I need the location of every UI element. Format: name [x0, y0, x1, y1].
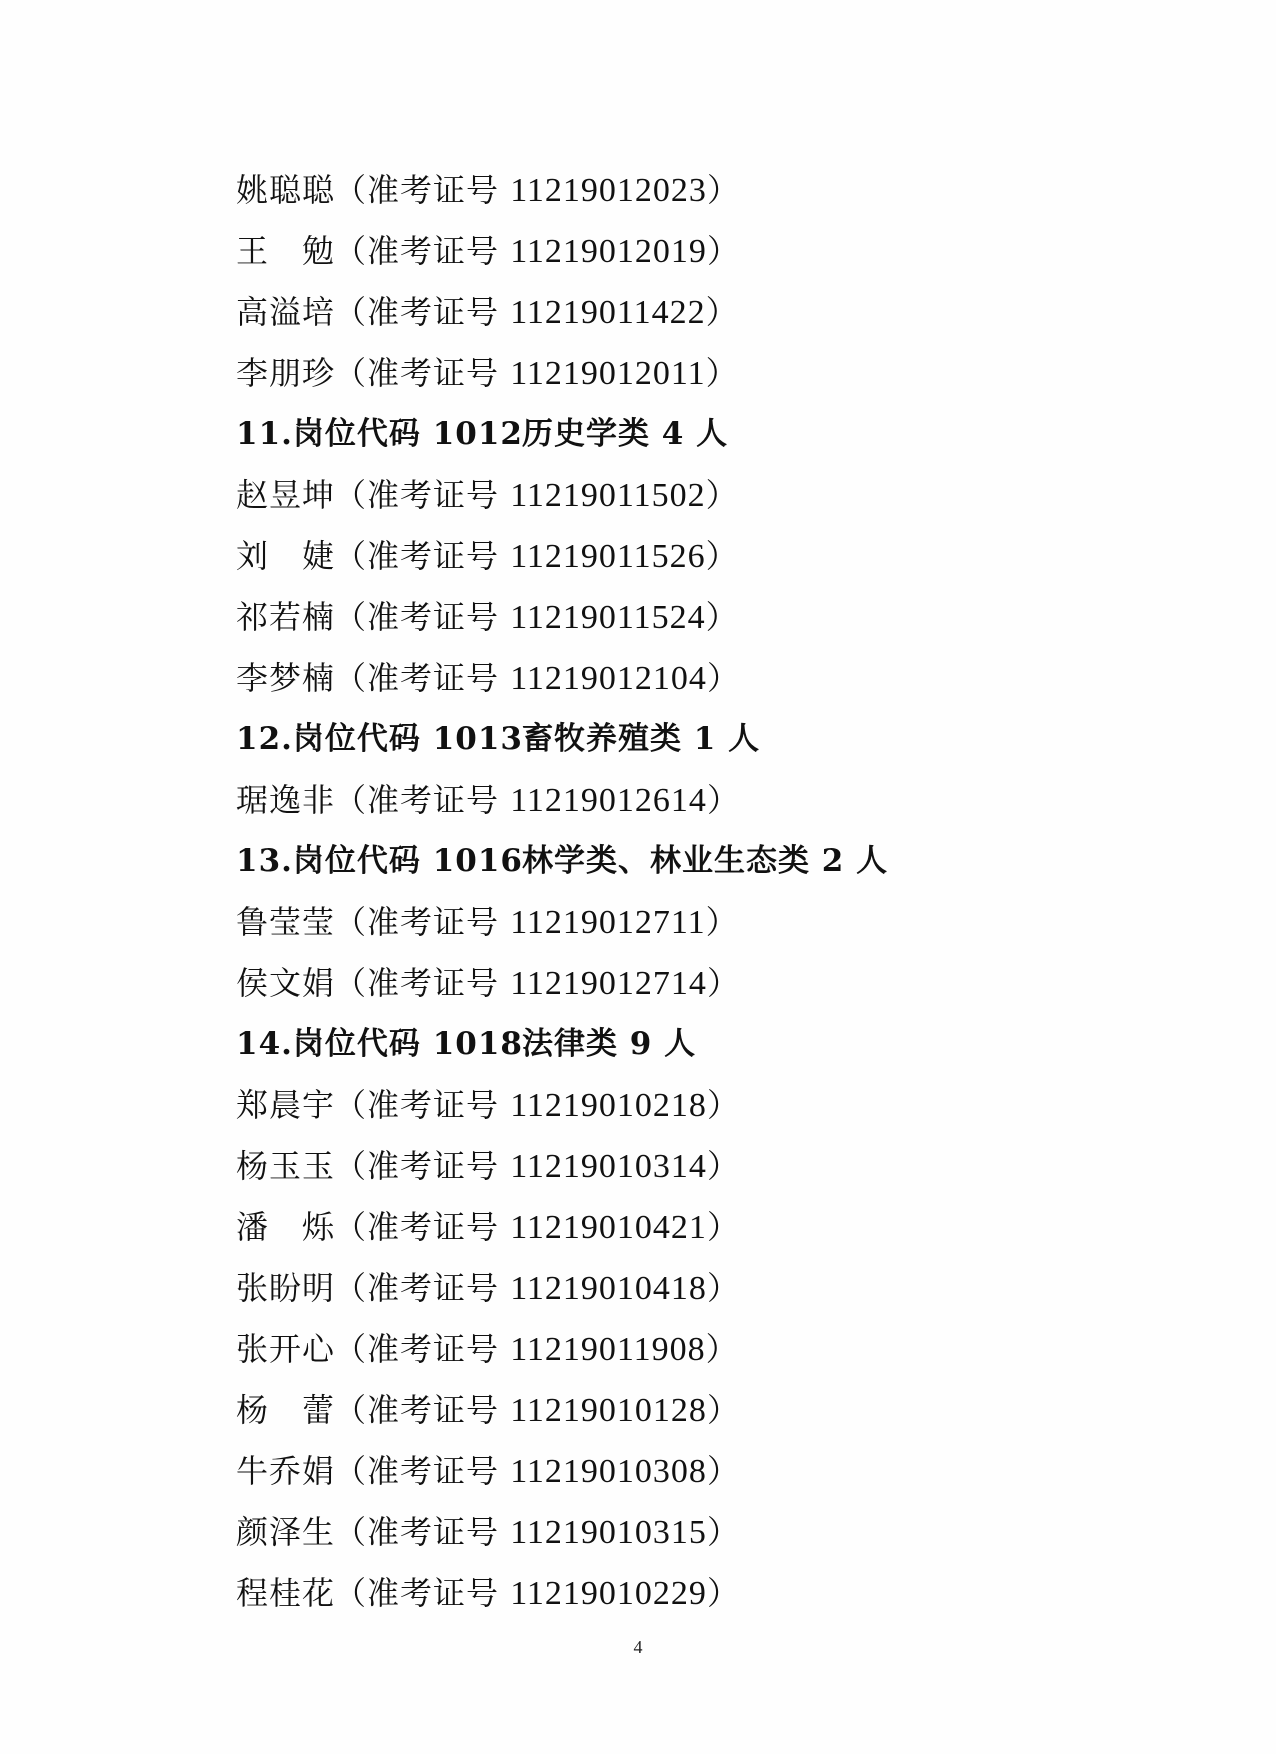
ticket-close: ） [706, 659, 740, 697]
candidate-name: 琚逸非 [236, 781, 336, 819]
ticket-close: ） [706, 1147, 740, 1185]
ticket-label: （准考证号 [334, 659, 500, 697]
ticket-number: 11219010218 [510, 1087, 707, 1124]
ticket-number: 11219012711 [510, 904, 706, 941]
ticket-label: （准考证号 [334, 1086, 500, 1124]
candidate-name: 祁若楠 [236, 598, 336, 636]
position-category: 林学类、林业生态类 2 人 [522, 843, 889, 879]
position-category: 历史学类 4 人 [522, 416, 729, 452]
position-category: 畜牧养殖类 1 人 [522, 721, 761, 757]
ticket-number: 11219012104 [510, 660, 707, 697]
candidate-name: 张盼明 [236, 1269, 336, 1307]
list-item [236, 526, 1196, 587]
ticket-label: （准考证号 [334, 537, 500, 575]
list-item [236, 343, 1196, 404]
list-item [236, 1319, 1196, 1380]
ticket-number: 11219012019 [510, 233, 707, 270]
list-item [236, 1136, 1196, 1197]
ticket-label: （准考证号 [334, 354, 500, 392]
list-item [236, 770, 1196, 831]
ticket-close: ） [706, 1391, 740, 1429]
ticket-number: 11219010128 [510, 1392, 707, 1429]
section-heading [236, 709, 1196, 770]
ticket-label: （准考证号 [334, 781, 500, 819]
candidate-name: 郑晨宇 [236, 1086, 336, 1124]
ticket-close: ） [706, 171, 740, 209]
ticket-close: ） [706, 232, 740, 270]
candidate-name: 杨 蕾 [236, 1391, 336, 1429]
list-item [236, 160, 1196, 221]
position-category: 法律类 9 人 [522, 1026, 697, 1062]
ticket-number: 11219011524 [510, 599, 706, 636]
candidate-name: 侯文娟 [236, 964, 336, 1002]
ticket-number: 11219010229 [510, 1575, 707, 1612]
ticket-number: 11219010421 [510, 1209, 707, 1246]
ticket-close: ） [705, 598, 739, 636]
candidate-name: 程桂花 [236, 1574, 336, 1612]
candidate-name: 潘 烁 [236, 1208, 336, 1246]
ticket-label: （准考证号 [334, 1208, 500, 1246]
ticket-number: 11219011422 [510, 294, 706, 331]
candidate-name: 杨玉玉 [236, 1147, 336, 1185]
candidate-name: 赵昱坤 [236, 476, 336, 514]
list-item [236, 1197, 1196, 1258]
list-item [236, 1380, 1196, 1441]
ticket-close: ） [705, 903, 739, 941]
position-code: 14.岗位代码 1018 [236, 1026, 524, 1062]
candidate-name: 高溢培 [236, 293, 336, 331]
ticket-label: （准考证号 [334, 476, 500, 514]
ticket-label: （准考证号 [334, 293, 500, 331]
candidate-name: 鲁莹莹 [236, 903, 336, 941]
ticket-number: 11219011908 [510, 1331, 706, 1368]
list-item [236, 648, 1196, 709]
ticket-number: 11219010315 [510, 1514, 707, 1551]
ticket-close: ） [706, 1452, 740, 1490]
ticket-close: ） [705, 537, 739, 575]
ticket-label: （准考证号 [334, 598, 500, 636]
list-item [236, 1258, 1196, 1319]
ticket-close: ） [706, 781, 740, 819]
ticket-close: ） [706, 1208, 740, 1246]
ticket-label: （准考证号 [334, 1269, 500, 1307]
ticket-number: 11219010308 [510, 1453, 707, 1490]
list-item [236, 1441, 1196, 1502]
ticket-number: 11219012614 [510, 782, 707, 819]
ticket-number: 11219012714 [510, 965, 707, 1002]
ticket-label: （准考证号 [334, 1391, 500, 1429]
ticket-close: ） [706, 1269, 740, 1307]
ticket-label: （准考证号 [334, 1147, 500, 1185]
candidate-name: 王 勉 [236, 232, 336, 270]
list-item [236, 953, 1196, 1014]
candidate-name: 李朋珍 [236, 354, 336, 392]
ticket-number: 11219011502 [510, 477, 706, 514]
candidate-name: 张开心 [236, 1330, 336, 1368]
candidate-name: 李梦楠 [236, 659, 336, 697]
candidate-name: 牛乔娟 [236, 1452, 336, 1490]
ticket-number: 11219011526 [510, 538, 706, 575]
section-heading [236, 831, 1196, 892]
ticket-number: 11219010314 [510, 1148, 707, 1185]
ticket-label: （准考证号 [334, 964, 500, 1002]
ticket-number: 11219010418 [510, 1270, 707, 1307]
ticket-close: ） [705, 354, 739, 392]
section-heading [236, 404, 1196, 465]
position-code: 13.岗位代码 1016 [236, 843, 524, 879]
page-number: 4 [633, 1637, 643, 1657]
list-item [236, 1563, 1196, 1624]
list-item [236, 587, 1196, 648]
candidate-name: 颜泽生 [236, 1513, 336, 1551]
ticket-close: ） [706, 964, 740, 1002]
list-item [236, 1502, 1196, 1563]
list-item [236, 221, 1196, 282]
document-body [236, 160, 1196, 1624]
list-item [236, 465, 1196, 526]
candidate-name: 刘 婕 [236, 537, 336, 575]
ticket-number: 11219012011 [510, 355, 706, 392]
position-code: 12.岗位代码 1013 [236, 721, 524, 757]
ticket-close: ） [705, 293, 739, 331]
ticket-close: ） [706, 1513, 740, 1551]
section-heading [236, 1014, 1196, 1075]
ticket-label: （准考证号 [334, 232, 500, 270]
ticket-close: ） [706, 1574, 740, 1612]
ticket-label: （准考证号 [334, 903, 500, 941]
position-code: 11.岗位代码 1012 [236, 416, 524, 452]
ticket-close: ） [705, 1330, 739, 1368]
candidate-name: 姚聪聪 [236, 171, 336, 209]
ticket-close: ） [706, 1086, 740, 1124]
list-item [236, 282, 1196, 343]
ticket-label: （准考证号 [334, 1330, 500, 1368]
list-item [236, 1075, 1196, 1136]
list-item [236, 892, 1196, 953]
ticket-label: （准考证号 [334, 1574, 500, 1612]
ticket-close: ） [705, 476, 739, 514]
ticket-label: （准考证号 [334, 1452, 500, 1490]
ticket-label: （准考证号 [334, 1513, 500, 1551]
ticket-number: 11219012023 [510, 172, 707, 209]
ticket-label: （准考证号 [334, 171, 500, 209]
